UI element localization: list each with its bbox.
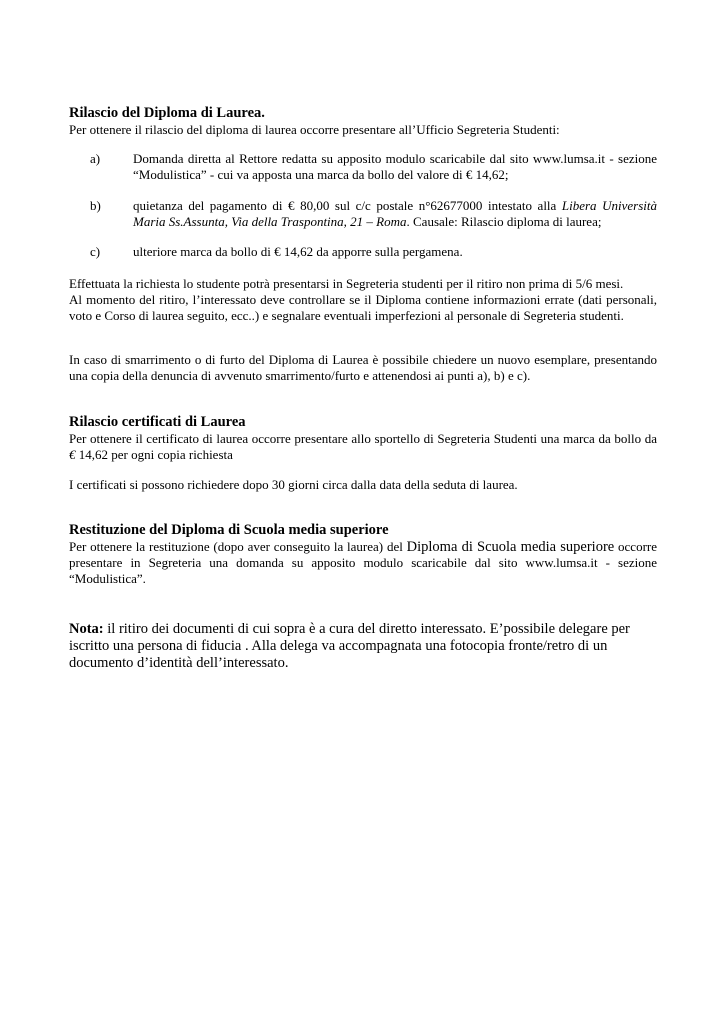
paragraph-restituzione: Per ottenere la restituzione (dopo aver conseguito la laurea) del Diploma di Scuola media superiore occorre presentare in Segreteria una domanda su apposito modulo scaricabile dal sito www.lumsa.it - sezione “Modulistica”. bbox=[69, 539, 658, 586]
paragraph-certificati-tempi: I certificati si possono richiedere dopo 30 giorni circa dalla data della seduta di laurea. bbox=[69, 477, 518, 492]
large-text-span: Diploma di Scuola media superiore bbox=[406, 539, 615, 555]
nota-label: Nota: bbox=[69, 621, 104, 637]
paragraph-smarrimento: In caso di smarrimento o di furto del Diploma di Laurea è possibile chiedere un nuovo esemplare, presentando una copia della denuncia di avvenuto smarrimento/furto e attenendosi ai punti a), b) e c). bbox=[69, 352, 657, 383]
list-item-b bbox=[69, 198, 657, 230]
italic-address: Libera Università Maria Ss.Assunta, Via della Traspontina, 21 – Roma bbox=[133, 198, 657, 229]
paragraph-ritiro bbox=[69, 276, 657, 324]
section-heading-restituzione: Restituzione del Diploma di Scuola media superiore bbox=[69, 522, 389, 538]
list-item-c bbox=[69, 244, 657, 260]
list-item-text: quietanza del pagamento di € 80,00 sul c/c postale n°62677000 intestato alla Libera Università Maria Ss.Assunta, Via della Traspontina, 21 – Roma. Causale: Rilascio diploma di laurea; bbox=[133, 198, 657, 229]
paragraph-certificati: Per ottenere il certificato di laurea occorre presentare allo sportello di Segreteria Studenti una marca da bollo da € 14,62 per ogni copia richiesta bbox=[69, 431, 657, 462]
nota-paragraph bbox=[69, 621, 657, 672]
paragraph-line: Al momento del ritiro, l’interessato deve controllare se il Diploma contiene informazioni errate (dati personali, voto e Corso di laurea seguito, ecc..) e segnalare eventuali imperfezioni al personale di Segreteria studenti. bbox=[69, 292, 657, 323]
list-marker: a) bbox=[90, 151, 101, 166]
list-item-text: Domanda diretta al Rettore redatta su apposito modulo scaricabile dal sito www.lumsa.it - sezione “Modulistica” - cui va apposta una marca da bollo del valore di € 14,62; bbox=[133, 151, 657, 182]
paragraph-line: Effettuata la richiesta lo studente potrà presentarsi in Segreteria studenti per il ritiro non prima di 5/6 mesi. bbox=[69, 276, 624, 291]
nota-text: il ritiro dei documenti di cui sopra è a cura del diretto interessato. E’possibile delegare per iscritto una persona di fiducia . Alla delega va accompagnata una fotocopia fronte/retro di un documento d’identità dell’interessato. bbox=[69, 621, 630, 671]
list-marker: b) bbox=[90, 198, 101, 213]
section-heading-diploma: Rilascio del Diploma di Laurea. bbox=[69, 105, 265, 121]
list-item-text: ulteriore marca da bollo di € 14,62 da apporre sulla pergamena. bbox=[133, 244, 463, 259]
section-heading-certificati: Rilascio certificati di Laurea bbox=[69, 414, 246, 430]
list-item-a bbox=[69, 151, 657, 183]
list-marker: c) bbox=[90, 244, 101, 259]
section-intro-diploma: Per ottenere il rilascio del diploma di laurea occorre presentare all’Ufficio Segreteria Studenti: bbox=[69, 122, 560, 137]
